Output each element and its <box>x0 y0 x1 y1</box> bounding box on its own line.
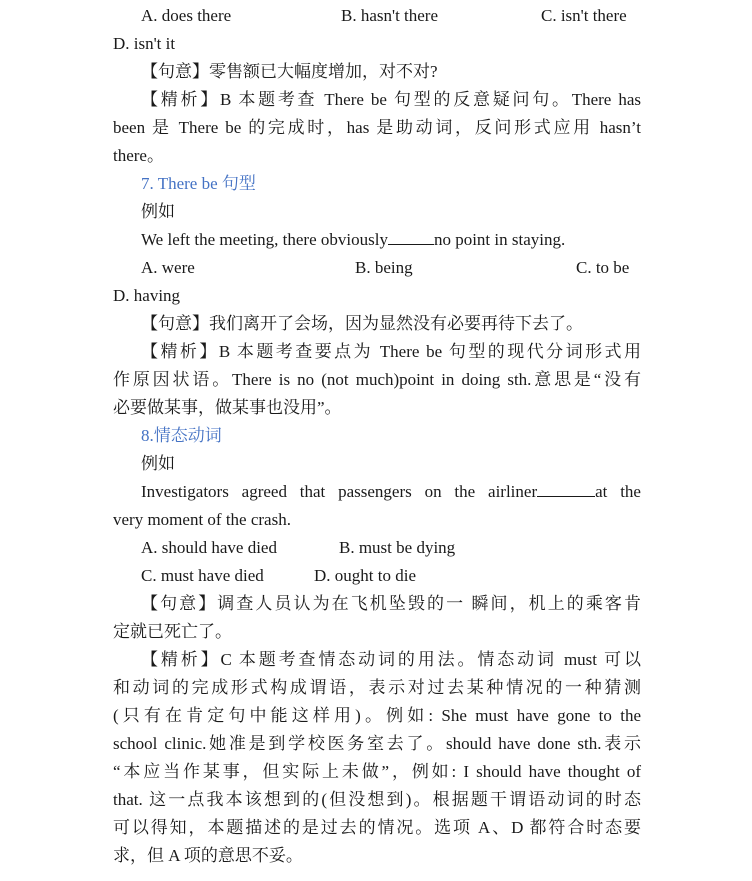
q7-options-row <box>141 254 641 282</box>
q8-analysis-line-2: 和动词的完成形式构成谓语，表示对过去某种情况的一种猜测 <box>113 678 641 697</box>
q8-question-line-2: very moment of the crash. <box>113 510 291 529</box>
q6-analysis-line-2: been 是 There be 的完成时，has 是助动词，反问形式应用 hasn’t <box>113 118 641 137</box>
q8-analysis-line-3: (只有在肯定句中能这样用)。例如: She must have gone to the <box>113 706 641 725</box>
q8-answer-blank <box>537 478 595 497</box>
q6-analysis-line-3: there。 <box>113 146 164 165</box>
q6-option-c: C. isn't there <box>541 6 627 25</box>
q8-analysis-line-5: “本应当作某事，但实际上未做”，例如: I should have thought of <box>113 762 641 781</box>
q8-analysis-line-1: 【精析】C 本题考查情态动词的用法。情态动词 must 可以 <box>141 650 641 669</box>
q6-meaning: 【句意】零售额已大幅度增加，对不对? <box>141 62 438 81</box>
q6-option-a: A. does there <box>141 6 232 25</box>
q8-meaning-line-1: 【句意】调查人员认为在飞机坠毁的一 瞬间，机上的乘客肯 <box>141 594 641 613</box>
q7-answer-blank <box>388 226 434 245</box>
q7-option-a: A. were <box>141 258 195 277</box>
q8-option-a: A. should have died <box>141 538 277 557</box>
q7-option-b: B. being <box>355 258 413 277</box>
q8-option-d: D. ought to die <box>314 566 416 585</box>
q8-question-after: at the <box>595 482 641 501</box>
q8-analysis-line-7: 可以得知，本题描述的是过去的情况。选项 A、D 都符合时态要 <box>113 818 641 837</box>
q8-analysis-line-4: school clinic.她准是到学校医务室去了。should have done sth.表示 <box>113 734 641 753</box>
q8-question-line-1 <box>141 478 641 506</box>
q6-option-d: D. isn't it <box>113 34 176 53</box>
q8-options-row-2 <box>141 562 641 590</box>
q6-analysis-line-1: 【精析】B 本题考查 There be 句型的反意疑问句。There has <box>141 90 641 109</box>
q7-question <box>141 226 641 254</box>
q8-analysis-line-6: that. 这一点我本该想到的(但没想到)。根据题干谓语动词的时态 <box>113 790 641 809</box>
q7-question-after: no point in staying. <box>433 230 566 249</box>
q6-options-row <box>141 2 641 30</box>
q7-analysis-line-1: 【精析】B 本题考查要点为 There be 句型的现代分词形式用 <box>141 342 641 361</box>
q7-analysis-line-2: 作原因状语。There is no (not much)point in doing sth.意思是“没有 <box>113 370 641 389</box>
q8-example-label: 例如 <box>141 454 175 473</box>
section-heading-there-be: 7. There be 句型 <box>141 174 256 193</box>
q7-meaning: 【句意】我们离开了会场，因为显然没有必要再待下去了。 <box>141 314 583 333</box>
q8-question-before: Investigators agreed that passengers on the airliner <box>141 482 538 501</box>
q8-option-c: C. must have died <box>141 566 264 585</box>
q7-option-d: D. having <box>113 286 181 305</box>
q8-option-b: B. must be dying <box>339 538 456 557</box>
q8-meaning-line-2: 定就已死亡了。 <box>113 622 232 641</box>
q7-option-c: C. to be <box>576 258 630 277</box>
q7-analysis-line-3: 必要做某事，做某事也没用”。 <box>113 398 342 417</box>
q6-option-b: B. hasn't there <box>341 6 439 25</box>
q7-question-before: We left the meeting, there obviously <box>141 230 388 249</box>
q8-options-row-1 <box>141 534 641 562</box>
section-heading-modal-verbs: 8.情态动词 <box>141 426 222 445</box>
q8-analysis-line-8: 求，但 A 项的意思不妥。 <box>113 846 303 865</box>
q7-example-label: 例如 <box>141 202 175 221</box>
